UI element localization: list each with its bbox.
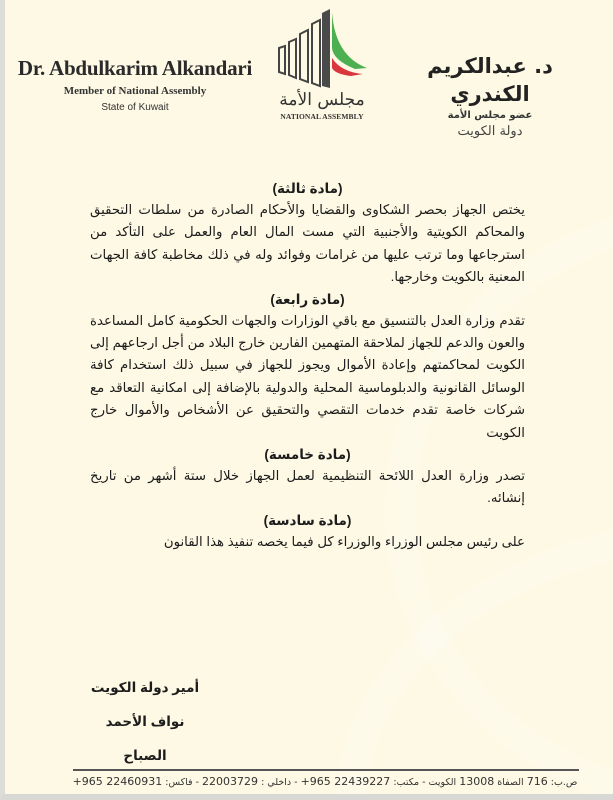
signature-block	[85, 671, 205, 773]
article-text: تقدم وزارة العدل بالتنسيق مع باقي الوزارات والجهات الحكومية كامل المساعدة والعون والدعم للجهاز لملاحقة المتهمين الفارين خارج البلاد من أجل ارجاعهم إلى الكويت لمحاكمتهم وإعادة الأموال ويجوز للجهاز في سبيل ذلك استخدام كافة الوسائل القانونية والدبلوماسية المحلية والدولية بالإضافة إلى امكانية التعاقد مع شركات خاصة تقدم خدمات التقصي والتحقيق عن الأشخاص والأموال خارج الكويت	[90, 312, 525, 440]
postal-code: 13008	[459, 775, 495, 788]
national-assembly-logo	[267, 8, 377, 133]
member-role-english: Member of National Assembly	[63, 85, 207, 97]
background-swirl	[335, 520, 613, 800]
footer-divider	[73, 769, 579, 771]
state-arabic: دولة الكويت	[457, 124, 523, 139]
fax-number: +965 22460931	[72, 775, 163, 788]
signature-title: أمير دولة الكويت	[90, 680, 200, 695]
article-title: (مادة رابعة)	[270, 291, 345, 307]
office-label: مكتب:	[393, 777, 420, 788]
member-name-arabic: د. عبدالكريم الكندري	[427, 54, 553, 106]
office-phone: +965 22439227	[300, 775, 391, 788]
article-5	[90, 444, 525, 510]
article-4	[90, 289, 525, 444]
city: الكويت	[428, 777, 457, 788]
article-text: على رئيس مجلس الوزراء والوزراء كل فيما يخصه تنفيذ هذا القانون	[163, 533, 525, 549]
article-title: (مادة ثالثة)	[272, 181, 343, 196]
logo-english-text: NATIONAL ASSEMBLY	[280, 112, 364, 121]
header-english	[15, 55, 255, 113]
signature-name: نواف الأحمد الصباح	[105, 714, 185, 763]
state-english: State of Kuwait	[101, 102, 169, 113]
article-6	[90, 510, 525, 553]
po-box-label: ص.ب:	[550, 777, 578, 788]
logo-arabic-text: مجلس الأمة	[279, 90, 365, 110]
article-title: (مادة سادسة)	[263, 512, 352, 528]
po-box: 716	[526, 775, 548, 788]
footer-contact: ص.ب: 716 الصفاة 13008 الكويت - مكتب: +965 22439227 - داخلي : 22003729 - فاكس: +965 22460931	[72, 775, 578, 788]
member-role-arabic: عضو مجلس الأمة	[447, 110, 533, 121]
member-name-english: Dr. Abdulkarim Alkandari	[17, 56, 253, 80]
ext-phone: 22003729	[202, 775, 259, 788]
ext-label: داخلي :	[261, 777, 292, 788]
document-body	[90, 178, 525, 553]
header-arabic	[385, 52, 595, 139]
assembly-building-icon	[275, 8, 369, 88]
article-text: يختص الجهاز بحصر الشكاوى والقضايا والأحكام الصادرة من سلطات التحقيق والمحاكم الكويتية والأجنبية التي مست المال العام والعمل على التأكد من استرجاعها وما ترتب عليها من غرامات وفوائد وله في ذلك مخاطبة كافة الجهات المعنية بالكويت وخارجها.	[90, 202, 525, 285]
postal-label: الصفاة	[497, 777, 524, 788]
article-text: تصدر وزارة العدل اللائحة التنظيمية لعمل الجهاز خلال ستة أشهر من تاريخ إنشائه.	[90, 468, 525, 506]
article-title: (مادة خامسة)	[264, 447, 351, 463]
fax-label: فاكس:	[165, 777, 193, 788]
article-3	[90, 178, 525, 289]
